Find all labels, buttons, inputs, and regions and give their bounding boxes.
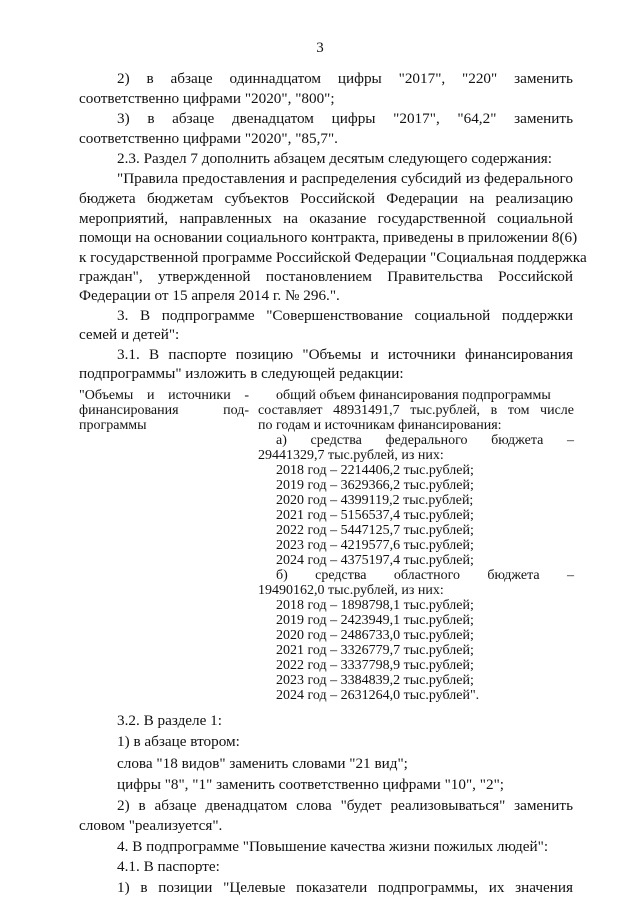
table-value-line: 2018 год – 2214406,2 тыс.рублей; (276, 463, 474, 478)
table-label-line: "Объемы и источники - (79, 388, 249, 403)
table-value-line: 2023 год – 4219577,6 тыс.рублей; (276, 538, 474, 553)
paragraph-line: граждан", утвержденной постановлением Правительства Российской (79, 268, 573, 285)
table-value-line: б) средства областного бюджета – (276, 568, 574, 583)
paragraph-line: 1) в позиции "Целевые показатели подпрограммы, их значения (117, 879, 573, 896)
paragraph-line: помощи на основании социального контракта, приведены в приложении 8(6) (79, 229, 578, 246)
paragraph-line: 4. В подпрограмме "Повышение качества жизни пожилых людей": (117, 838, 549, 855)
paragraph-line: 2.3. Раздел 7 дополнить абзацем десятым следующего содержания: (117, 150, 552, 167)
table-value-line: 2024 год – 2631264,0 тыс.рублей". (276, 688, 480, 703)
paragraph-line: 2) в абзаце одиннадцатом цифры "2017", "220" заменить (117, 70, 573, 87)
table-value-line: 2018 год – 1898798,1 тыс.рублей; (276, 598, 474, 613)
paragraph-line: соответственно цифрами "2020", "800"; (79, 90, 335, 107)
paragraph-line: соответственно цифрами "2020", "85,7". (79, 130, 338, 147)
paragraph-line: 3.1. В паспорте позицию "Объемы и источники финансирования (117, 346, 573, 363)
table-value-line: 2020 год – 2486733,0 тыс.рублей; (276, 628, 474, 643)
table-value-line: по годам и источникам финансирования: (258, 418, 502, 433)
page-number: 3 (316, 40, 324, 56)
table-label-line: программы (79, 418, 147, 433)
table-value-line: 29441329,7 тыс.рублей, из них: (258, 448, 444, 463)
table-value-line: 19490162,0 тыс.рублей, из них: (258, 583, 444, 598)
table-value-line: 2019 год – 3629366,2 тыс.рублей; (276, 478, 474, 493)
paragraph-line: 1) в абзаце втором: (117, 733, 240, 750)
table-value-line: составляет 48931491,7 тыс.рублей, в том числе (258, 403, 574, 418)
table-value-line: а) средства федерального бюджета – (276, 433, 574, 448)
paragraph-line: Федерации от 15 апреля 2014 г. № 296.". (79, 287, 340, 304)
paragraph-line: 3) в абзаце двенадцатом цифры "2017", "64,2" заменить (117, 110, 573, 127)
table-value-line: 2020 год – 4399119,2 тыс.рублей; (276, 493, 474, 508)
paragraph-line: подпрограммы" изложить в следующей редакции: (79, 365, 404, 382)
paragraph-line: цифры "8", "1" заменить соответственно цифрами "10", "2"; (117, 776, 504, 793)
paragraph-line: словом "реализуется". (79, 817, 223, 834)
table-value-line: 2023 год – 3384839,2 тыс.рублей; (276, 673, 474, 688)
table-value-line: 2024 год – 4375197,4 тыс.рублей; (276, 553, 474, 568)
paragraph-line: 3.2. В разделе 1: (117, 712, 222, 729)
table-value-line: 2022 год – 5447125,7 тыс.рублей; (276, 523, 474, 538)
table-value-line: общий объем финансирования подпрограммы (276, 388, 551, 403)
paragraph-line: 4.1. В паспорте: (117, 858, 220, 875)
paragraph-line: 3. В подпрограмме "Совершенствование социальной поддержки (117, 307, 573, 324)
paragraph-line: бюджета бюджетам субъектов Российской Федерации на реализацию (79, 190, 573, 207)
table-value-line: 2021 год – 5156537,4 тыс.рублей; (276, 508, 474, 523)
table-value-line: 2019 год – 2423949,1 тыс.рублей; (276, 613, 474, 628)
table-value-line: 2021 год – 3326779,7 тыс.рублей; (276, 643, 474, 658)
paragraph-line: 2) в абзаце двенадцатом слова "будет реализовываться" заменить (117, 797, 573, 814)
paragraph-line: семей и детей": (79, 326, 180, 343)
paragraph-line: "Правила предоставления и распределения субсидий из федерального (117, 170, 573, 187)
table-label-line: финансирования под- (79, 403, 249, 418)
paragraph-line: слова "18 видов" заменить словами "21 вид"; (117, 755, 408, 772)
paragraph-line: мероприятий, направленных на оказание государственной социальной (79, 210, 573, 227)
table-value-line: 2022 год – 3337798,9 тыс.рублей; (276, 658, 474, 673)
paragraph-line: к государственной программе Российской Федерации "Социальная поддержка (79, 249, 587, 266)
